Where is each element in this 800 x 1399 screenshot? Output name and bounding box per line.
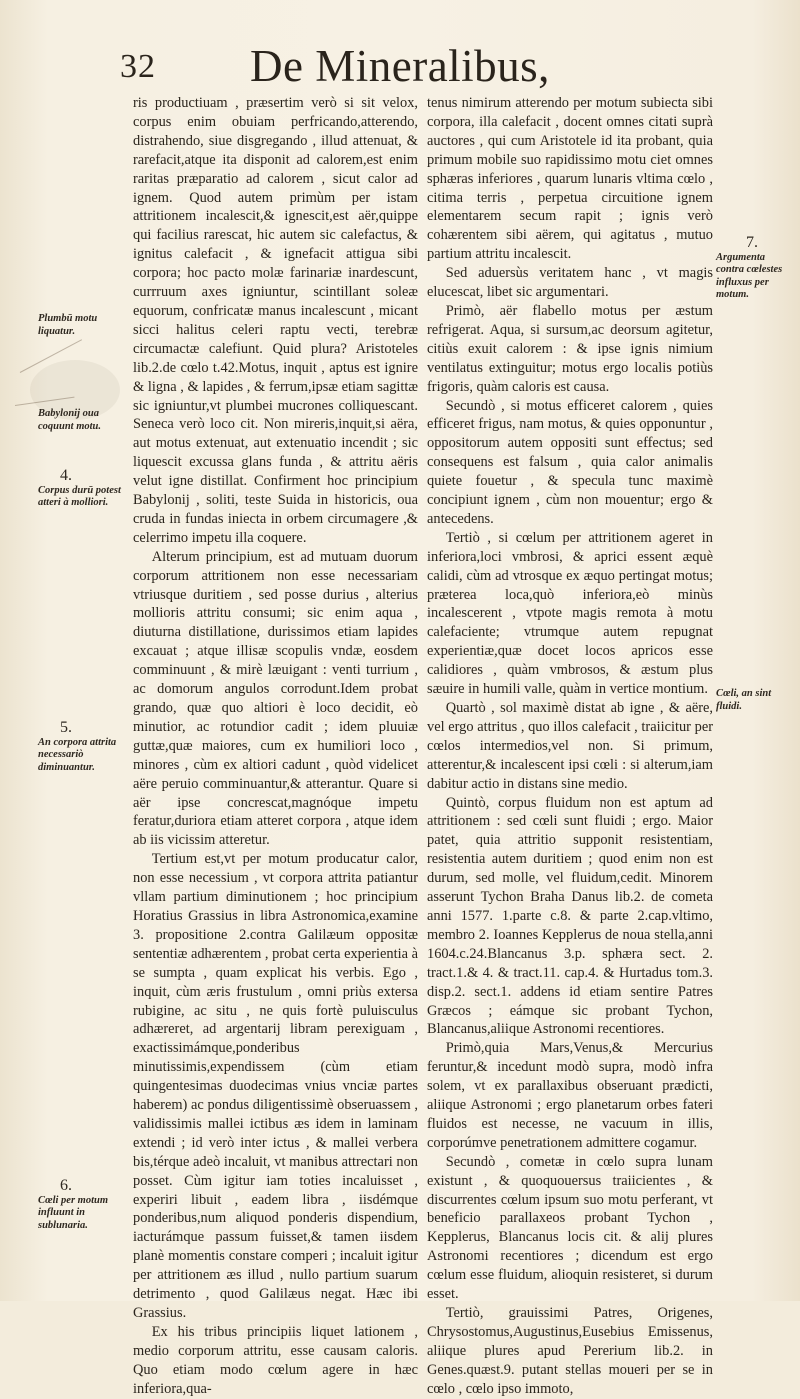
paragraph: Quartò , sol maximè distat ab igne , & aëre, vel ergo attritus , quo illos calefacit , traiicitur per cœlos intermedios,vel non. Si primum, atterentur,& incalescent ipsi cœli : si alterum,iam dabitur actio in distans sine medio. bbox=[427, 700, 713, 792]
paragraph: Alterum principium, est ad mutuam duorum corporum attritionem non esse necessariam vtriusque duritiem , sed posse durius , alterius mollioris attritu consumi; sic enim aqua , diuturna distillatione, durissimos etiam lapides excauat ; atque illisæ scopulis vndæ, eosdem comminuunt , & mirè læuigant : venti turrium , ac domorum angulos corrodunt.Idem probat grando, quæ quo altiori è loco decidit, eò minutior, ac rotundior cadit ; idem pluuiæ guttæ,quæ maiores, cum ex humiliori loco , minores , cùm ex altiori cadunt , quòd videlicet aëre peruio comminuantur,& atterantur. Quare si aër ipse concrescat,magnóque impetu feratur,duriora etiam atteret corpora , atque idem ab iis vicissim atteretur. bbox=[133, 548, 418, 849]
margin-note-text: Argumenta contra cœlestes influxus per motum. bbox=[716, 251, 783, 300]
margin-note-text: Babylonij oua coquunt motu. bbox=[38, 408, 102, 432]
paragraph: Secundò , si motus efficeret calorem , quies efficeret frigus, nam motus, & quies opponuntur , oppositorum autem oppositi sunt effectus; sed consequens est falsum , quia calor animalis quiete fouetur , & specula tunc maximè concipiunt ignem , cùm non mouentur; ergo & antecedens. bbox=[427, 397, 713, 527]
paragraph: Quintò, corpus fluidum non est aptum ad attritionem : sed cœli sunt fluidi ; ergo. Maior patet, quia attritio supponit resistentiam, resistentia autem duritiem ; quod enim non est durum, sed molle, vel fluidum,cedit. Minorem asserunt Tychon Braha Danus lib.2. de cometa anni 1577. 1.parte c.8. & parte 2.cap.vltimo, membro 2. Ioannes Kepplerus de noua stella,anni 1604.c.24.Blancanus 3.p. sphæra sect. 2. tract.1.& 4. & tract.11. cap.4. & Hurtadus tom.3. disp.2. sect.1. addens id etiam sentire Patres Græcos ; eámque sic probant Tychon, Blancanus,aliique Astronomi recentiores. bbox=[427, 794, 713, 1038]
margin-note-plumbum bbox=[38, 313, 124, 338]
paragraph: Tertiò, grauissimi Patres, Origenes, Chrysostomus,Augustinus,Eusebius Emissenus, aliique plures apud Pererium lib.2. in Genes.quæst.9. putant stellas moueri per se in cœlo , cœlo ipso immoto, bbox=[427, 1305, 713, 1397]
margin-note-4 bbox=[38, 467, 124, 510]
running-title: De Mineralibus, bbox=[250, 41, 550, 91]
paragraph: Primò, aër flabello motus per æstum refrigerat. Aqua, si sursum,ac deorsum agitetur, citiùs exuit calorem : & ipse ignis nimium ventilatus extinguitur; motus ergo localis potiùs frigoris, quàm caloris est causa. bbox=[427, 302, 713, 395]
margin-note-number: 4. bbox=[60, 467, 72, 484]
margin-note-text: An corpora attrita necessariò diminuantur. bbox=[38, 736, 117, 773]
margin-note-number: 6. bbox=[60, 1177, 72, 1194]
page-header bbox=[120, 40, 720, 100]
paragraph: Secundò , cometæ in cœlo supra lunam existunt , & quoquouersus traiicientes , & discurrentes cœlum ipsum suo motu perferant, vt beneficio parallaxeos probant Tychon , Kepplerus, Blancanus locis cit. & alij plures Astronomi recentiores ; dicendum est ergo cœlum esse fluidum, alioquin resisteret, si durum esset. bbox=[427, 1153, 713, 1303]
paragraph: Ex his tribus principiis liquet lationem , medio corporum attritu, esse causam caloris. Quo etiam modo cœlum agere in hæc inferiora,qua- bbox=[133, 1323, 418, 1397]
paragraph: tenus nimirum atterendo per motum subiecta sibi corpora, illa calefacit , docent omnes citati suprà auctores , qui cum Aristotele id ita probant, quia primum mobile suo rapidissimo motu ciet omnes sphæras inferiores , quarum lunaris vltima cœlo , citima terris , perpetua circuitione ignem elementarem secum rapit ; ignis verò cohærentem sibi aërem, qui agitatus , mutuo partium attritu incalescit. bbox=[427, 95, 713, 263]
margin-note-text: Cœli per motum influunt in sublunaria. bbox=[38, 1194, 109, 1231]
margin-note-6 bbox=[38, 1177, 124, 1232]
paragraph: Sed aduersùs veritatem hanc , vt magis elucescat, libet sic argumentari. bbox=[427, 265, 713, 301]
margin-note-babylonij bbox=[38, 408, 124, 433]
margin-note-number: 5. bbox=[60, 719, 72, 736]
margin-note-text: Corpus durū potest atteri à molliori. bbox=[38, 484, 121, 508]
margin-note-text: Cœli, an sint fluidi. bbox=[716, 688, 772, 712]
right-text-column bbox=[427, 94, 713, 1399]
margin-note-number: 7. bbox=[746, 234, 758, 251]
margin-note-5 bbox=[38, 719, 124, 774]
margin-note-text: Plumbū motu liquatur. bbox=[38, 313, 98, 337]
paragraph: Tertium est,vt per motum producatur calor, non esse necessium , vt corpora attrita patiantur vllam partium diminutionem ; hoc principium Horatius Grassius in libra Astronomica,examine 3. propositione 2.contra Galilæum oppositæ sententiæ adhærentem , probat certa experientia à se sumpta , quam explicat his verbis. Ego , inquit, cùm æris frustulum , omni priùs extersa rubigine, ac situ , ne quis fortè puluisculus adhæreret, ad argentarij libram perexiguam , exactissimámque,ponderibus minutissimis,expendissem (cùm etiam quingentesimas duodecimas vnius vnciæ partes haberem) ac pondus diligentissimè obseruassem , validissimis mallei ictibus æs idem in laminam extendi ; id verò inter ictus , & mallei verbera bis,térque adeò incaluit, vt manibus attrectari non posset. Cùm igitur iam toties incaluisset , experiri libuit , eadem libra , iisdémque ponderibus,num aliquod ponderis dispendium, iacturámque passum fuisset,& tamen iisdem planè momentis constare comperi ; incaluit igitur per attritionem æs illud , nullo partium suarum detrimento , quod Galilæus negat. Hæc ibi Grassius. bbox=[133, 851, 418, 1321]
left-text-column bbox=[133, 94, 418, 1399]
paragraph: Primò,quia Mars,Venus,& Mercurius feruntur,& incedunt modò supra, modò infra solem, vt ex parallaxibus obseruant prædicti, aliique Astronomi ; ergo planetarum orbes fateri fluidos est necesse, ne vacuum in illis, corporúmve penetrationem admittere cogamur. bbox=[427, 1040, 713, 1151]
paragraph: ris productiuam , præsertim verò si sit velox, corpus enim obuiam perfricando,atterendo, distrahendo, siue disgregando , illud attenuat, & rarefacit,atque ita disponit ad calorem,est enim raritas præparatio ad calorem , sicut calor ad ignem. Quod autem primùm per istam attritionem incalescit,& ignescit,est aër,quippe qui facilius rarescat, hic autem sic calefactus, & ignitus calefacit , & ignefacit attigua sibi corpora; hoc pacto molæ farinariæ inardescunt, currruum axes igniuntur, scintillant soleæ equorum, confricatæ manus incalescunt , micant sicci halitus celeri raptu vecti, terebræ circumactæ calefiunt. Quid plura? Aristoteles lib.2.de cœlo t.42.Motus, inquit , aptus est ignire & ligna , & lapides , & ferrum,ipsæ etiam sagittæ sic igniuntur,vt plumbei mucrones colliquescant. Seneca verò loco cit. Non mireris,inquit,si aëra, aut motus extenuat, aut extenuatio incendit ; sic liquescit excussa glans funda , & attritu aëris velut igne distillat. Confirment hoc principium Babylonij , soliti, teste Suida in historicis, oua cruda in fundas iniecta in orbem circumagere ,& celerrimo impetu illa coquere. bbox=[133, 95, 418, 546]
page-number: 32 bbox=[120, 48, 156, 85]
paragraph: Tertiò , si cœlum per attritionem ageret in inferiora,loci vmbrosi, & aprici essent æquè calidi, cùm ad vtrosque ex æquo pertingat motus; præterea loca,quò inferiora,eò minùs incalescerent , vtpote magis remota à motu calefaciente; vtrumque autem repugnat experientiæ,quæ docet locos apricos esse calidiores , quàm vmbrosos, & æstum plus sæuire in humili valle, quàm in vertice montium. bbox=[427, 529, 713, 698]
margin-note-caeli-fluidi bbox=[716, 688, 788, 713]
margin-note-7 bbox=[716, 234, 788, 302]
